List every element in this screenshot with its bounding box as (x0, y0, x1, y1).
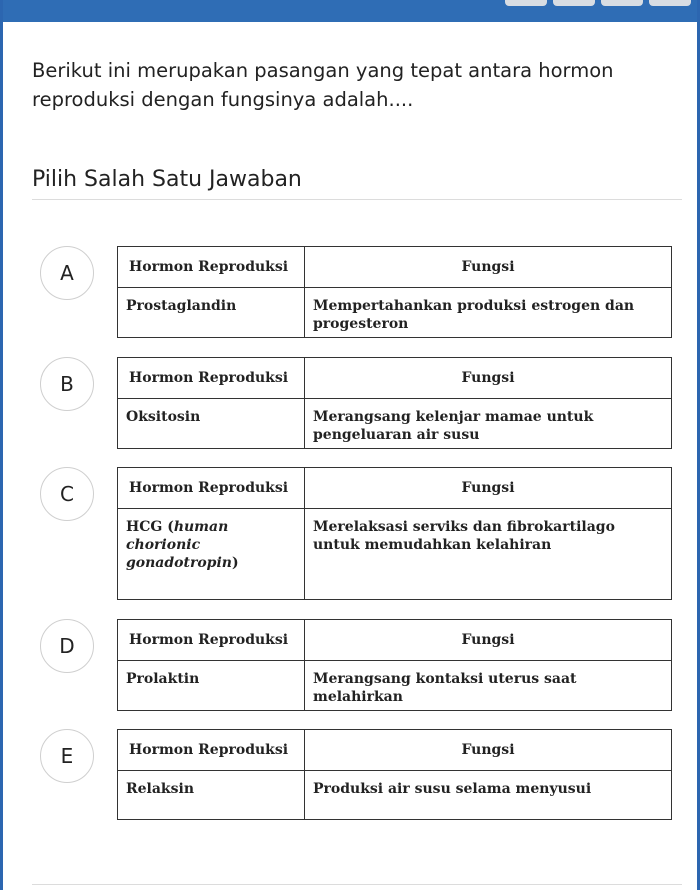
option-letter-b[interactable]: B (40, 357, 94, 411)
hormone-cell (118, 509, 305, 600)
hormone-suffix: ) (231, 555, 239, 571)
left-frame-border (0, 0, 3, 890)
option-a-table (117, 246, 672, 338)
header-function: Fungsi (305, 468, 672, 509)
header-function: Fungsi (305, 620, 672, 661)
header-hormone: Hormon Reproduksi (118, 247, 305, 288)
option-letter-c[interactable]: C (40, 467, 94, 521)
divider (32, 199, 682, 200)
question-nav-pill[interactable] (601, 0, 643, 6)
question-nav-pill[interactable] (553, 0, 595, 6)
hormone-cell: Relaksin (118, 771, 305, 820)
option-letter-e[interactable]: E (40, 729, 94, 783)
function-cell: Mempertahankan produksi estrogen dan progesteron (305, 288, 672, 338)
top-bar (0, 0, 700, 22)
bottom-divider (32, 884, 682, 885)
option-letter-a[interactable]: A (40, 246, 94, 300)
header-hormone: Hormon Reproduksi (118, 730, 305, 771)
question-nav-pill[interactable] (649, 0, 691, 6)
hormone-cell: Prostaglandin (118, 288, 305, 338)
answer-instruction: Pilih Salah Satu Jawaban (32, 167, 302, 192)
hormone-italic: human chorionic gonadotropin (126, 519, 232, 571)
function-cell: Merangsang kontaksi uterus saat melahirkan (305, 661, 672, 711)
function-cell: Merangsang kelenjar mamae untuk pengeluaran air susu (305, 399, 672, 449)
option-letter-d[interactable]: D (40, 619, 94, 673)
option-d-table (117, 619, 672, 711)
hormone-prefix: HCG ( (126, 519, 174, 535)
function-cell: Merelaksasi serviks dan fibrokartilago untuk memudahkan kelahiran (305, 509, 672, 600)
option-c-table (117, 467, 672, 600)
question-text: Berikut ini merupakan pasangan yang tepat antara hormon reproduksi dengan fungsinya adalah.... (32, 59, 614, 111)
header-function: Fungsi (305, 358, 672, 399)
hormone-cell: Prolaktin (118, 661, 305, 711)
header-hormone: Hormon Reproduksi (118, 468, 305, 509)
header-hormone: Hormon Reproduksi (118, 358, 305, 399)
function-cell: Produksi air susu selama menyusui (305, 771, 672, 820)
hormone-cell: Oksitosin (118, 399, 305, 449)
option-e-table (117, 729, 672, 820)
question-nav-pill[interactable] (505, 0, 547, 6)
header-function: Fungsi (305, 247, 672, 288)
header-hormone: Hormon Reproduksi (118, 620, 305, 661)
option-b-table (117, 357, 672, 449)
header-function: Fungsi (305, 730, 672, 771)
